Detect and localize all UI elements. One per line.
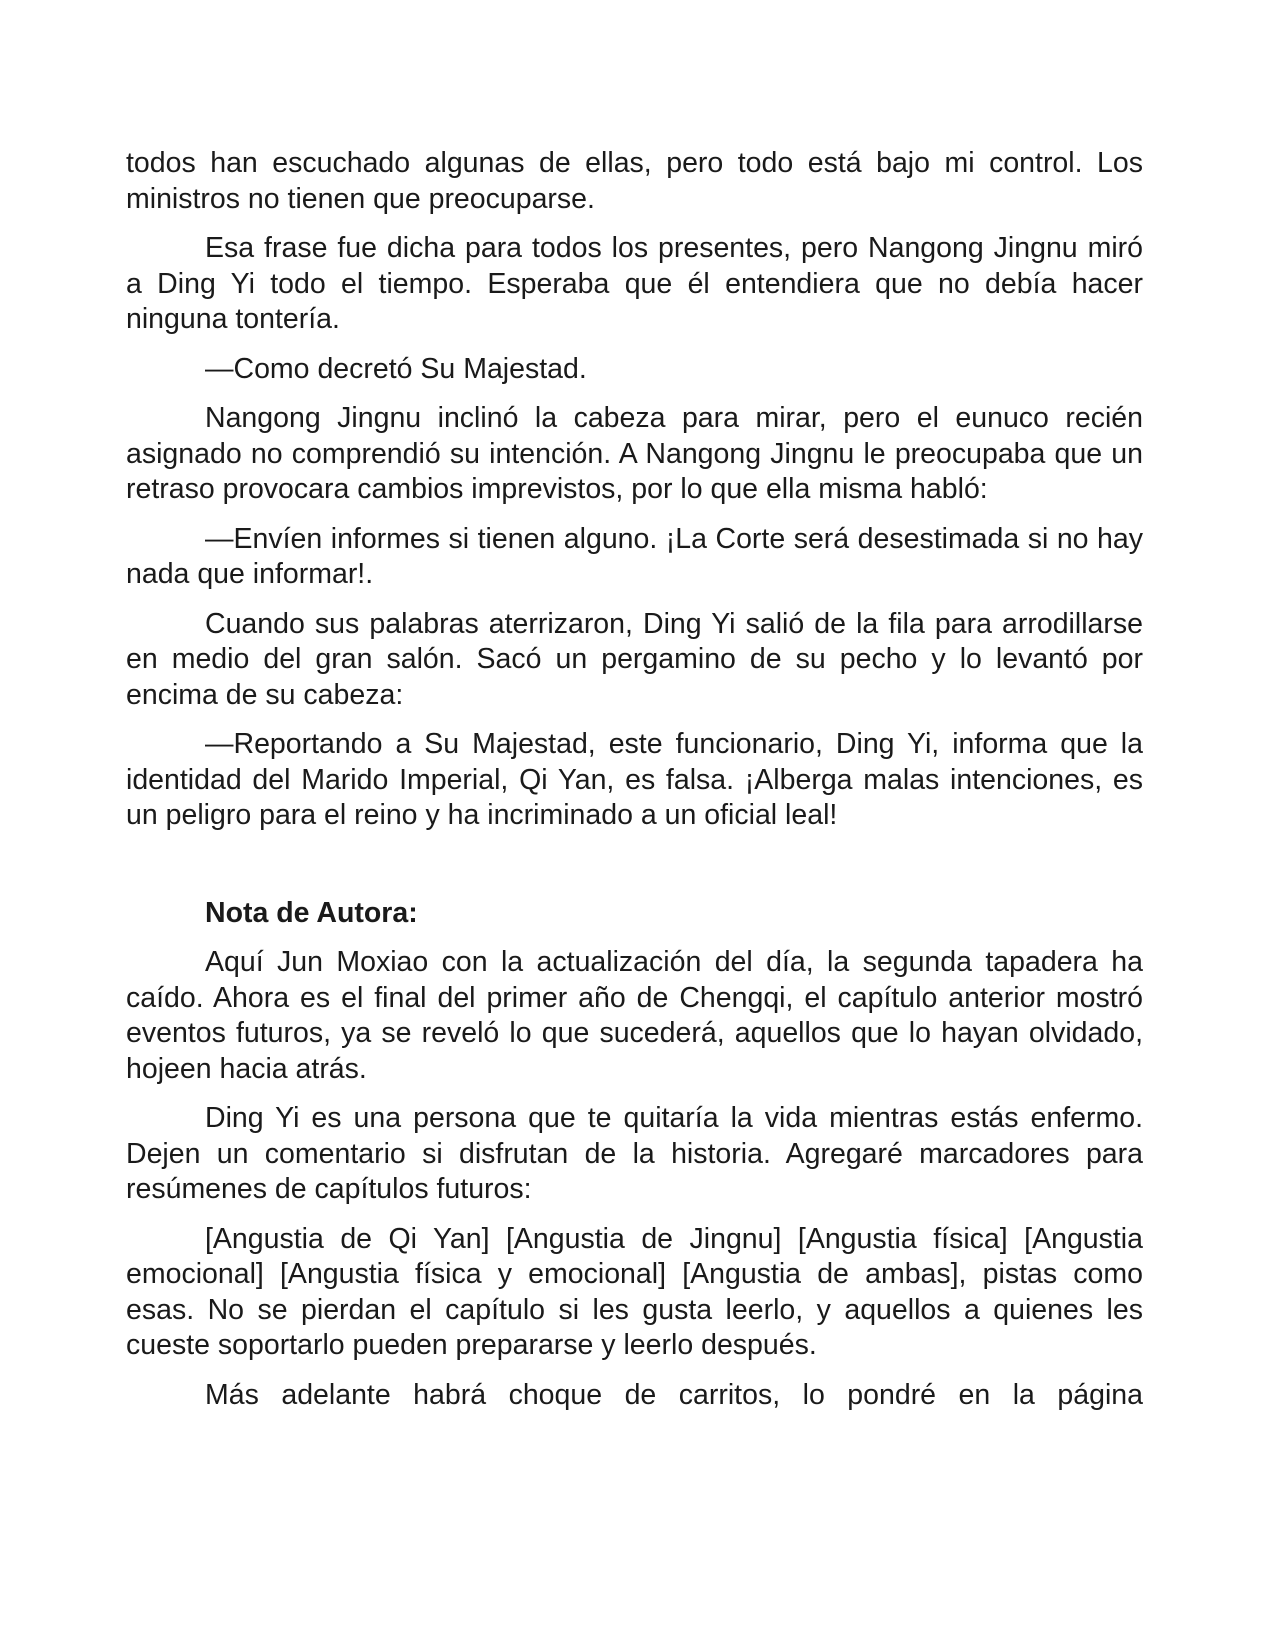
paragraph: Cuando sus palabras aterrizaron, Ding Yi salió de la fila para arrodillarse en medio del gran salón. Sacó un pergamino de su pecho y lo levantó por encima de su cabeza: [126, 607, 1143, 711]
body-text [126, 146, 1143, 1427]
paragraph: todos han escuchado algunas de ellas, pero todo está bajo mi control. Los ministros no tienen que preocuparse. [126, 147, 1143, 215]
author-note-paragraph: Ding Yi es una persona que te quitaría la vida mientras estás enfermo. Dejen un comentario si disfrutan de la historia. Agregaré marcadores para resúmenes de capítulos futuros: [126, 1102, 1143, 1205]
author-note-paragraph: Aquí Jun Moxiao con la actualización del día, la segunda tapadera ha caído. Ahora es el final del primer año de Chengqi, el capítulo anterior mostró eventos futuros, ya se reveló lo que sucederá, aquellos que lo hayan olvidado, hojeen hacia atrás. [126, 946, 1143, 1085]
paragraph: —Reportando a Su Majestad, este funcionario, Ding Yi, informa que la identidad del Marido Imperial, Qi Yan, es falsa. ¡Alberga malas intenciones, es un peligro para el reino y ha incriminado a un oficial leal! [126, 728, 1143, 831]
paragraph: Esa frase fue dicha para todos los presentes, pero Nangong Jingnu miró a Ding Yi todo el tiempo. Esperaba que él entendiera que no debía hacer ninguna tontería. [126, 232, 1143, 335]
author-note-paragraph: [Angustia de Qi Yan] [Angustia de Jingnu] [Angustia física] [Angustia emocional] [Angustia física y emocional] [Angustia de ambas], pistas como esas. No se pierdan el capítulo si les gusta leerlo, y aquellos a quienes les cueste soportarlo pueden prepararse y leerlo después. [126, 1222, 1143, 1361]
paragraph: —Como decretó Su Majestad. [205, 352, 587, 385]
author-note-heading: Nota de Autora: [205, 896, 418, 929]
paragraph: Nangong Jingnu inclinó la cabeza para mirar, pero el eunuco recién asignado no comprendió su intención. A Nangong Jingnu le preocupaba que un retraso provocara cambios imprevistos, por lo que ella misma habló: [126, 402, 1143, 505]
author-note-paragraph: Más adelante habrá choque de carritos, lo pondré en la página [205, 1378, 1143, 1411]
paragraph: —Envíen informes si tienen alguno. ¡La Corte será desestimada si no hay nada que informar!. [126, 522, 1143, 590]
